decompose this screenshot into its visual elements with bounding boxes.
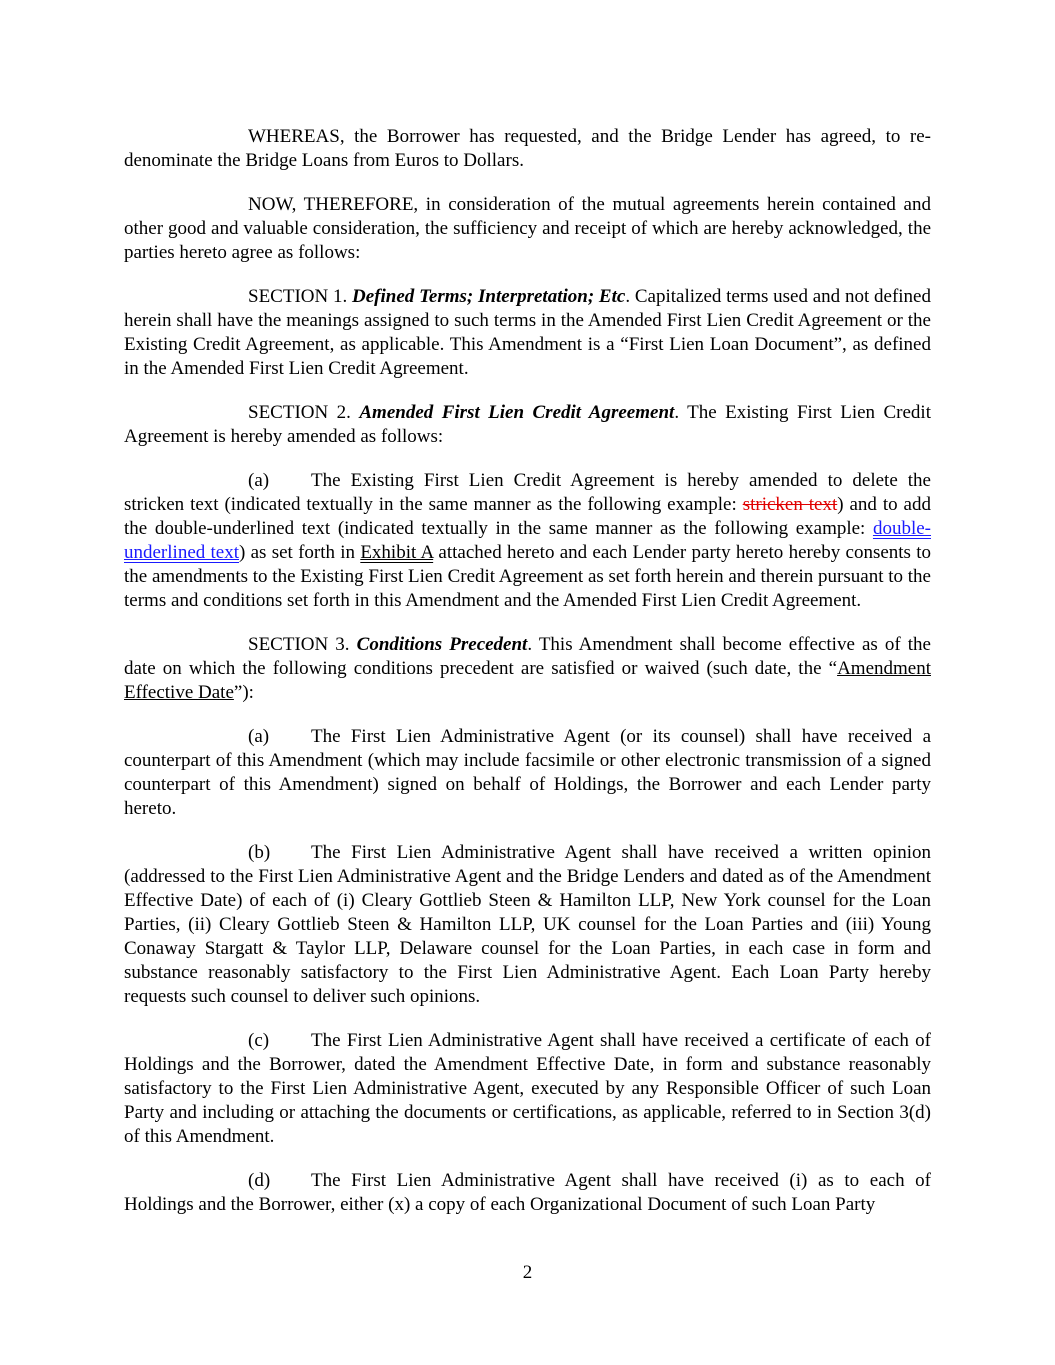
text-run: . Capitalized terms used and not defined herein shall have the meanings assigned to such terms in the Amended First Lien Credit Agreement or the Existing Credit Agreement, as applicable. This Amendment is a “First Lien Loan Document”, as defined in the Amended First Lien Credit Agreement. (124, 286, 931, 379)
paragraph (124, 633, 931, 705)
paragraph (124, 1029, 931, 1149)
paragraph (124, 725, 931, 821)
text-run: The First Lien Administrative Agent shall have received a written opinion (addressed to the First Lien Administrative Agent and the Bridge Lenders and dated as of the Amendment Effective Date) of each of (i) Cleary Gottlieb Steen & Hamilton LLP, New York counsel for the Loan Parties, (ii) Cleary Gottlieb Steen & Hamilton LLP, UK counsel for the Loan Parties and (iii) Young Conaway Stargatt & Taylor LLP, Delaware counsel for the Loan Parties, in each case in form and substance reasonably satisfactory to the First Lien Administrative Agent. Each Loan Party hereby requests such counsel to deliver such opinions. (124, 842, 931, 1007)
paragraph (124, 1169, 931, 1217)
clause-label: (a) (248, 726, 270, 747)
text-run: . The Existing First Lien Credit Agreement is hereby amended as follows: (124, 402, 931, 447)
text-run: SECTION 2. (248, 402, 360, 423)
text-run: attached hereto and each Lender party hereto hereby consents to the amendments to the Existing First Lien Credit Agreement as set forth herein and therein pursuant to the terms and conditions set forth in this Amendment and the Amended First Lien Credit Agreement. (124, 542, 931, 611)
clause-label: (b) (248, 842, 271, 863)
text-run: WHEREAS, the Borrower has requested, and the Bridge Lender has agreed, to re-denominate the Bridge Loans from Euros to Dollars. (124, 126, 931, 171)
text-run: SECTION 1. (248, 286, 353, 307)
text-run: The First Lien Administrative Agent shall have received (i) as to each of Holdings and the Borrower, either (x) a copy of each Organizational Document of such Loan Party (124, 1170, 931, 1215)
section-heading: Defined Terms; Interpretation; Etc (352, 286, 626, 307)
double-underlined-text-example: double-underlined text (124, 518, 931, 563)
paragraph (124, 125, 931, 173)
paragraph (124, 285, 931, 381)
clause-label: (c) (248, 1030, 270, 1051)
paragraph (124, 193, 931, 265)
text-run: ) and to add the double-underlined text (indicated textually in the same manner as the following example: (124, 494, 931, 539)
text-run: ”): (233, 682, 254, 703)
text-run: . This Amendment shall become effective as of the date on which the following conditions precedent are satisfied or waived (such date, the “ (124, 634, 931, 679)
text-run: SECTION 3. (248, 634, 357, 655)
clause-label: (d) (248, 1170, 271, 1191)
clause-label: (a) (248, 470, 270, 491)
stricken-text-example: stricken text (742, 494, 838, 515)
exhibit-reference: Exhibit A (360, 542, 434, 563)
text-run: NOW, THEREFORE, in consideration of the mutual agreements herein contained and other good and valuable consideration, the sufficiency and receipt of which are hereby acknowledged, the parties hereto agree as follows: (124, 194, 931, 263)
paragraph (124, 401, 931, 449)
defined-term: Amendment Effective Date (124, 658, 931, 703)
text-run: The Existing First Lien Credit Agreement is hereby amended to delete the stricken text (indicated textually in the same manner as the following example: (124, 470, 931, 515)
paragraph (124, 841, 931, 1009)
text-run: The First Lien Administrative Agent (or its counsel) shall have received a counterpart of this Amendment (which may include facsimile or other electronic transmission of a signed counterpart of this Amendment) signed on behalf of Holdings, the Borrower and each Lender party hereto. (124, 726, 931, 819)
text-run: ) as set forth in (239, 542, 361, 563)
section-heading: Conditions Precedent (356, 634, 528, 655)
text-run: The First Lien Administrative Agent shall have received a certificate of each of Holdings and the Borrower, dated the Amendment Effective Date, in form and substance reasonably satisfactory to the First Lien Administrative Agent, executed by any Responsible Officer of such Loan Party and including or attaching the documents or certifications, as applicable, referred to in Section 3(d) of this Amendment. (124, 1030, 931, 1147)
section-heading: Amended First Lien Credit Agreement (359, 402, 675, 423)
paragraph (124, 469, 931, 613)
page-number: 2 (522, 1262, 533, 1283)
document-body (124, 125, 931, 1237)
